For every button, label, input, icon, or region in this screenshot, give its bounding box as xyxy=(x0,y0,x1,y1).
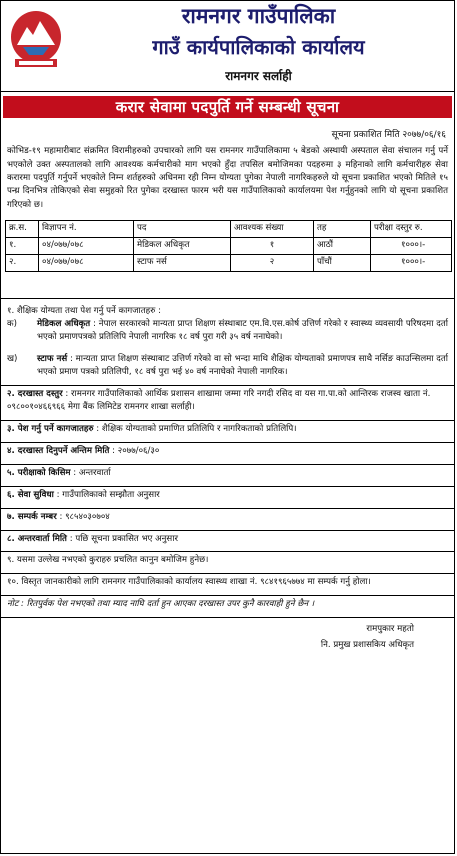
cell-fee: १०००।- xyxy=(371,254,452,271)
table-row xyxy=(6,237,452,254)
table-header-row xyxy=(6,220,452,237)
section-1-title: १. शैक्षिक योग्यता तथा पेश गर्नु पर्ने कागजातहरु : xyxy=(7,305,161,316)
col-post: पद xyxy=(134,220,231,237)
section-text: : २०७७/०६/३० xyxy=(109,445,160,456)
section-7 xyxy=(1,509,454,524)
office-title: रामनगर गाउँपालिका xyxy=(181,4,336,28)
section-8 xyxy=(1,531,454,546)
cell-sn: २. xyxy=(6,254,39,271)
section-5 xyxy=(1,465,454,480)
cell-post: मेडिकल अधिकृत xyxy=(134,237,231,254)
section-text: : अन्तरवार्ता xyxy=(70,467,111,478)
vacancy-table xyxy=(5,220,452,272)
col-level: तह xyxy=(314,220,371,237)
section-2 xyxy=(1,386,454,414)
signatory-name: रामपुकार महतो xyxy=(366,624,414,635)
table-row xyxy=(6,254,452,271)
signatory-title: नि. प्रमुख प्रशासकिय अधिकृत xyxy=(320,639,414,650)
published-date: सूचना प्रकाशित मिति २०७७/०६/१६ xyxy=(331,130,446,140)
signature-block xyxy=(1,618,454,653)
item-label: क) xyxy=(7,318,17,329)
section-title: ६. सेवा सुविधा xyxy=(7,489,54,500)
qualification-medical xyxy=(7,318,448,344)
section-title: ८. अन्तरवार्ता मिति xyxy=(7,533,67,544)
section-title: ३. पेश गर्नु पर्ने कागजातहरु xyxy=(7,424,94,435)
intro-paragraph: कोभिड-१९ महामारीबाट संक्रमित विरामीहरुको उपचारको लागि यस रामनगर गाउँपालिकामा ५ बेडको अस्थायी अस्पताल सेवा संचालन गर्नु पर्ने भएकोले उक्त अस्पतालको लागि आवश्यक कर्मचारीको माग भएको हुँदा तपसिल बमोजिमका पदहरुमा ३ महिनाको लागि कर्मचारीहरु सेवा करारमा पदपुर्ति गर्नुपर्ने भएकोले निम्न शर्तहरुको अधिनमा रही निम्न योग्यता पुगेका नेपाली नागरिकहरुले यो सूचना प्रकाशित भएको मितिले १५ पन्ध्र दिनभित्र तोकिएको सेवा समुहको रित पुगेका दरखास्त फारम भरी यस गाउँपालिकाको कार्यालयमा पेश गर्नुहुनको लागि यो सूचना प्रकाशित गरिएको छ। xyxy=(7,146,448,210)
government-emblem-icon xyxy=(9,7,63,73)
cell-required: २ xyxy=(231,254,314,271)
col-sn: क्र.स. xyxy=(6,220,39,237)
col-adv-no: विज्ञापन नं. xyxy=(39,220,134,237)
section-3 xyxy=(1,421,454,436)
col-required: आवश्यक संख्या xyxy=(231,220,314,237)
section-6 xyxy=(1,487,454,502)
section-title: ४. दरखास्त दिनुपर्ने अन्तिम मिति xyxy=(7,445,110,456)
cell-required: १ xyxy=(231,237,314,254)
section-title: ५. परीक्षाको किसिम xyxy=(7,467,71,478)
item-text: : नेपाल सरकारको मान्यता प्राप्त शिक्षण संस्थाबाट एम.वि.एस.कोर्ष उत्तिर्ण गरेको र स्वास्थ्य व्यवसायी परिषदमा दर्ता भएको प्रमाणपत्रको प्रतिलिपि नेपाली नागरिक १८ वर्ष पुरा गरी ३५ वर्ष ननाघेको। xyxy=(37,318,448,342)
qualification-nurse xyxy=(7,353,448,379)
section-title: २. दरखास्त दस्तुर xyxy=(7,389,63,400)
cell-adv-no: ०४/०७७/०७८ xyxy=(39,254,134,271)
section-text: : गाउँपालिकाको सम्झौता अनुसार xyxy=(53,489,160,500)
cell-sn: १. xyxy=(6,237,39,254)
header xyxy=(1,1,454,92)
notice-banner: करार सेवामा पदपुर्ति गर्ने सम्बन्धी सूचना xyxy=(3,96,452,118)
section-10: १०. विस्तृत जानकारीको लागि रामनगर गाउँपालिकाको कार्यालय स्वास्थ्य शाखा नं. ९८४१९६५७७४ मा सम्पर्क गर्नु होला। xyxy=(7,577,371,588)
section-4 xyxy=(1,443,454,458)
cell-fee: १०००।- xyxy=(371,237,452,254)
cell-adv-no: ०४/०७७/०७८ xyxy=(39,237,134,254)
section-text: : रामनगर गाउँपालिकाको आर्थिक प्रशासन शाखामा जम्मा गरि नगदी रसिद वा यस गा.पा.को आन्तिरक राजस्व खाता नं. ०९८००१०४६६९६६ मेगा बैंक लिमिटेड रामनगर शाखा सर्लाही। xyxy=(7,389,431,413)
office-subtitle: गाउँ कार्यपालिकाको कार्यालय xyxy=(152,35,365,59)
cell-post: स्टाफ नर्स xyxy=(134,254,231,271)
cell-level: पाँचौं xyxy=(314,254,371,271)
office-address: रामनगर सर्लाही xyxy=(225,69,292,83)
section-title: ७. सम्पर्क नम्बर xyxy=(7,511,57,522)
item-title: मेडिकल अधिकृत xyxy=(37,318,91,329)
section-text: : शैक्षिक योग्यताको प्रमाणित प्रतिलिपि र नागरिकताको प्रतिलिपि। xyxy=(93,424,297,435)
item-title: स्टाफ नर्स xyxy=(37,354,68,365)
section-text: : पछि सूचना प्रकासित भए अनुसार xyxy=(66,533,178,544)
section-1 xyxy=(1,299,454,379)
note: नोट : रितपुर्वक पेश नभएको तथा म्याद नाघि दर्ता हुन आएका दरखास्त उपर कुनै कारवाही हुने छैन । xyxy=(7,599,315,610)
section-9: ९. यसमा उल्लेख नभएको कुराहरु प्रचलित कानुन बमोजिम हुनेछ। xyxy=(7,555,209,566)
cell-level: आठौं xyxy=(314,237,371,254)
item-label: ख) xyxy=(7,354,18,365)
section-text: : ९८५४०३०७०४ xyxy=(56,511,110,522)
item-text: : मान्यता प्राप्त शिक्षण संस्थाबाट उत्तिर्ण गरेको वा सो भन्दा माथि शैक्षिक योग्यताको प्रमाणपत्र साथै नर्सिङ काउन्सिलमा दर्ता भएको प्रमाण पत्रको प्रतिलिपी, १८ वर्ष पुरा भई ४० वर्ष ननाघेको नेपाली नागरिक। xyxy=(37,354,448,378)
col-fee: परीक्षा दस्तुर रु. xyxy=(371,220,452,237)
